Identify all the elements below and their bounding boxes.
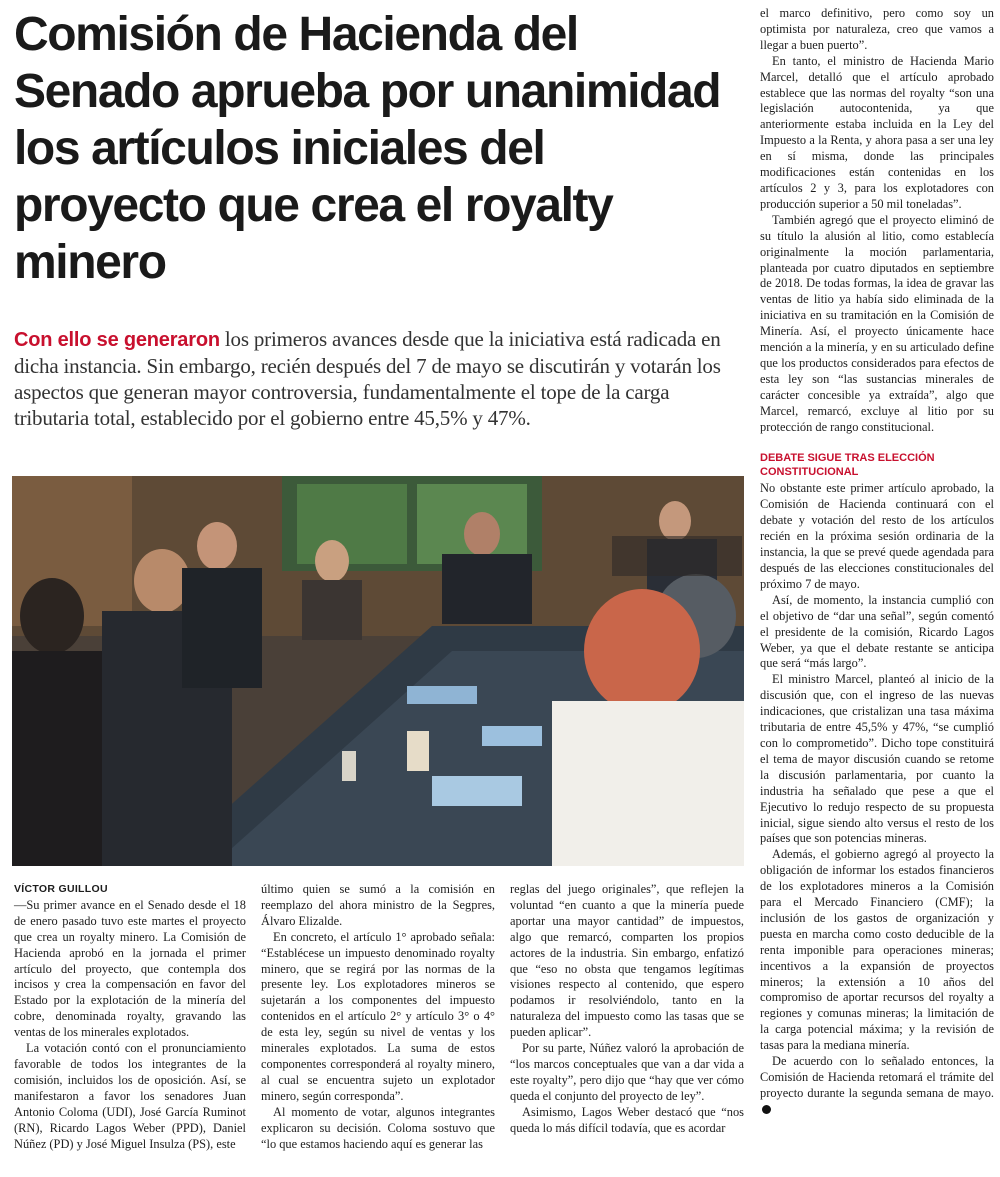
lead-paragraph	[14, 326, 738, 431]
byline: VÍCTOR GUILLOU	[14, 883, 108, 895]
section-subhead: DEBATE SIGUE TRAS ELECCIÓN CONSTITUCIONAL	[760, 452, 935, 479]
paragraph: Asimismo, Lagos Weber destacó que “nos queda lo más difícil todavía, que es acordar	[510, 1104, 744, 1135]
end-mark-icon	[762, 1105, 771, 1114]
body-column-3	[510, 882, 744, 1137]
paragraph: La votación contó con el pronunciamiento favorable de todos los integrantes de la comisión, incluidos los de oposición. Así, se manifestaron a favor los senadores Juan Antonio Coloma (UDI), José García Ruminot (RN), Ricardo Lagos Weber (PPD), Daniel Núñez (PD) y José Miguel Insulza (PS), este	[14, 1041, 246, 1151]
paragraph: Por su parte, Núñez valoró la aprobación de “los marcos conceptuales que van a dar vida a este royalty”, pero dijo que “hay que ver cómo queda el conjunto del proyecto de ley”.	[510, 1041, 744, 1103]
paragraph: reglas del juego originales”, que reflejen la voluntad “en cuanto a que la minería puede aportar una mayor cantidad” de impuestos, algo que remarcó, comparten los propios actores de la industria. Sin embargo, enfatizó que “eso no obsta que tengamos legítimas visiones respecto al contenido, que espero podamos ir resolviéndolo, tanto en la naturaleza del impuesto como las tasas que se pueden aplicar”.	[510, 882, 744, 1040]
paragraph: último quien se sumó a la comisión en reemplazo del ahora ministro de la Segpres, Álvaro Elizalde.	[261, 882, 495, 928]
paragraph: El ministro Marcel, planteó al inicio de la discusión que, con el ingreso de las nuevas indicaciones, que cristalizan una tasa máxima tributaria de entre 45,5% y 47%, “se cumplió con lo comprometido”. Dicho tope constituirá el tema de mayor discusión cuando se retome la discusión parlamentaria, por cuanto la industria ha señalado que pese a que el Ejecutivo lo redujo respecto de su propuesta inicial, sigue siendo alto versus el resto de los países que son potencias mineras.	[760, 672, 994, 846]
paragraph	[760, 1054, 994, 1118]
paragraph: En tanto, el ministro de Hacienda Mario Marcel, detalló que el artículo aprobado establece que las normas del royalty “son una legislación autocontenida, ya que anteriormente estaba incluida en la Ley del Impuesto a la Renta, y ahora pasa a ser una ley en sí misma, donde las principales modificaciones están contenidas en los artículos 2 y 3, para los explotadores con producción superior a 50 mil toneladas”.	[760, 53, 994, 211]
paragraph: Además, el gobierno agregó al proyecto la obligación de informar los estados financieros de los explotadores mineros a la Comisión para el Mercado Financiero (CMF); la inclusión de los gastos de organización y puesta en marcha como costo deducible de la renta imponible para operaciones mineras; incentivos a la expansión de proyectos mineros; la extensión a 10 años del compromiso de aportar recursos del royalty a regiones y comunas mineras; la limitación de la carga potencial máxima; y la revisión de tasas para la mediana minería.	[760, 847, 994, 1053]
commission-meeting-photo	[12, 476, 744, 866]
body-column-1	[14, 882, 246, 1152]
paragraph-text: De acuerdo con lo señalado entonces, la Comisión de Hacienda retomará el trámite del proyecto durante la segunda semana de mayo.	[760, 1054, 994, 1100]
body-column-2	[261, 882, 495, 1152]
paragraph: También agregó que el proyecto eliminó de su título la alusión al litio, como establecía originalmente la moción parlamentaria, planteada por cuatro diputados en septiembre de 2018. De todas formas, la idea de gravar las ventas de litio ya había sido eliminada de la iniciativa en su tramitación en la Comisión de Minería. Así, el proyecto únicamente hace mención a la minería, y en su articulado define que los productos considerados para efectos de esta ley son “las sustancias minerales de carácter concesible ya extraída”, algo que Marcel, remarcó, excluye al litio por su protección de rango constitucional.	[760, 212, 994, 434]
paragraph: Al momento de votar, algunos integrantes explicaron su decisión. Coloma sostuvo que “lo que estamos haciendo aquí es generar las	[261, 1104, 495, 1151]
paragraph: el marco definitivo, pero como soy un optimista por naturaleza, creo que vamos a llegar a buen puerto”.	[760, 6, 994, 52]
paragraph: En concreto, el artículo 1° aprobado señala: “Establécese un impuesto denominado royalty minero, que se regirá por las normas de la presente ley. Los explotadores mineros se sujetarán a los componentes del impuesto contenidos en el artículo 2° y artículo 3° o 4° de esta ley, según su nivel de ventas y los minerales explotados. La suma de estos componentes corresponderá al royalty minero, al cual se encuentra sujeto un explotador minero, según corresponda”.	[261, 929, 495, 1103]
paragraph: —Su primer avance en el Senado desde el 18 de enero pasado tuvo este martes el proyecto que crea un royalty minero. La Comisión de Hacienda aprobó en la jornada el primer artículo del proyecto, que contempla dos incisos y crea la compensación en favor del Estado por la explotación de la minería del cobre, denominada royalty, gravando las ventas de los minerales explotados.	[14, 897, 246, 1040]
headline: Comisión de Hacienda del Senado aprueba por unanimidad los artículos iniciales del proyecto que crea el royalty minero	[14, 8, 721, 289]
lead-text: los primeros avances desde que la iniciativa está radicada en dicha instancia. Sin embargo, recién después del 7 de mayo se discutirán y votarán los aspectos que generan mayor controversia, fundamentalmente el tope de la carga tributaria total, establecido por el gobierno entre 45,5% y 47%.	[14, 327, 721, 430]
paragraph: No obstante este primer artículo aprobado, la Comisión de Hacienda continuará con el debate y votación del resto de los artículos recién en la próxima sesión ordinaria de la instancia, la que se prevé quede agendada para después de las elecciones constitucionales del próximo 7 de mayo.	[760, 481, 994, 591]
lead-kicker: Con ello se generaron	[14, 329, 220, 351]
paragraph: Así, de momento, la instancia cumplió con el objetivo de “dar una señal”, según comentó el presidente de la comisión, Ricardo Lagos Weber, ya que el debate restante se anticipa que será “más largo”.	[760, 592, 994, 671]
body-column-4	[760, 6, 994, 1118]
